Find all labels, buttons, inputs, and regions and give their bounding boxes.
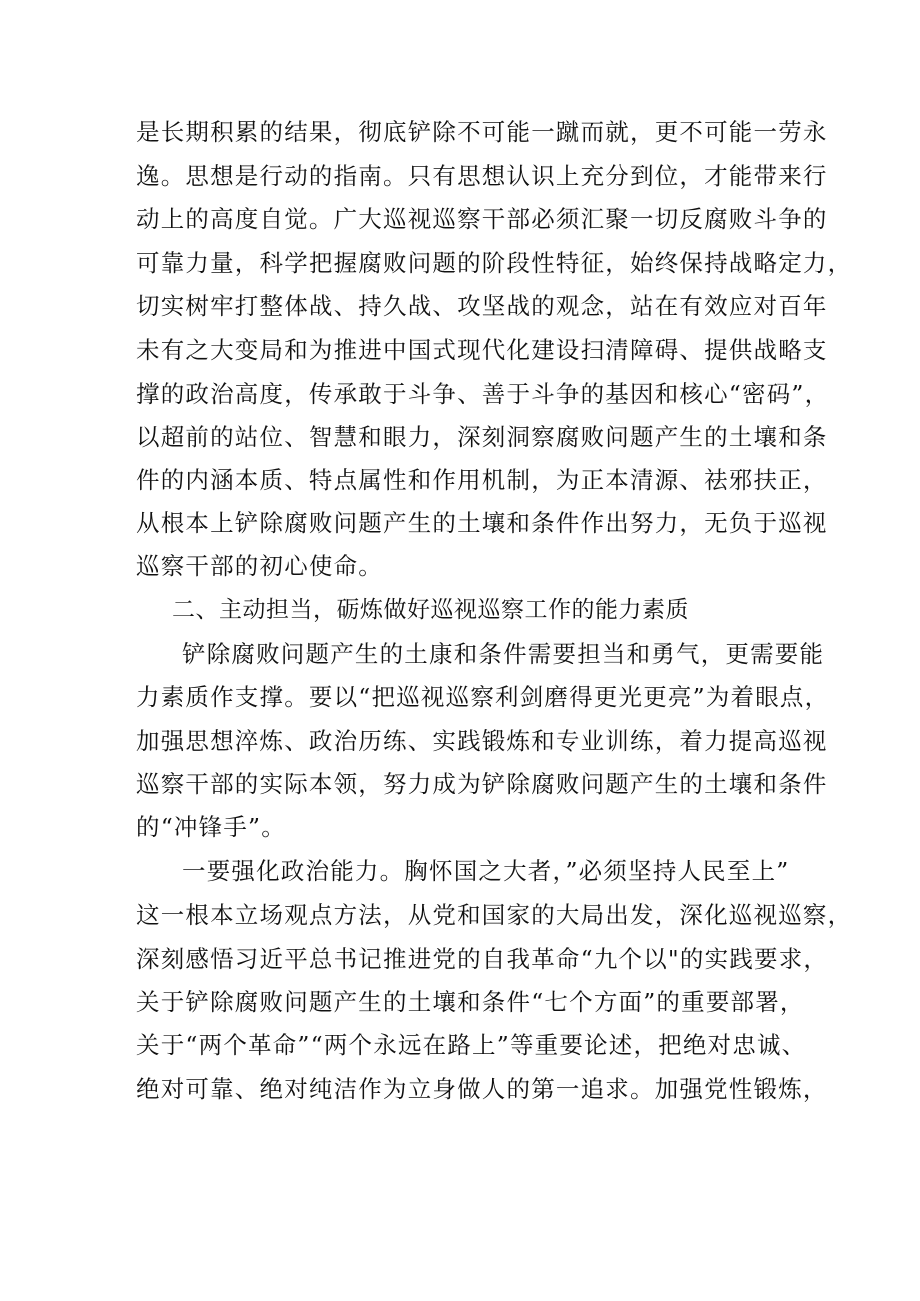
paragraph-line: 动上的高度自觉。广大巡视巡察干部必须汇聚一切反腐败斗争的	[136, 205, 828, 233]
paragraph-line: 关于“两个革命”“两个永远在路上”等重要论述，把绝对忠诚、	[136, 1031, 807, 1059]
paragraph-line: 未有之大变局和为推进中国式现代化建设扫清障碍、提供战略支	[136, 336, 828, 364]
paragraph-line: 绝对可靠、绝对纯洁作为立身做人的第一追求。加强党性锻炼，	[136, 1075, 828, 1103]
paragraph-line: 力素质作支撑。要以“把巡视巡察利剑磨得更光更亮”为着眼点，	[136, 683, 830, 711]
paragraph-line: 这一根本立场观点方法，从党和国家的大局出发，深化巡视巡察，	[136, 901, 853, 929]
paragraph-line: 巡察干部的初心使命。	[136, 552, 383, 580]
paragraph-line: 逸。思想是行动的指南。只有思想认识上充分到位，才能带来行	[136, 162, 828, 190]
paragraph-line: 一要强化政治能力。胸怀国之大者，”必须坚持人民至上”	[182, 857, 790, 885]
paragraph-line: 巡察干部的实际本领，努力成为铲除腐败问题产生的土壤和条件	[136, 770, 828, 798]
paragraph-line: 撑的政治高度，传承敢于斗争、善于斗争的基因和核心“密码”，	[136, 380, 830, 408]
paragraph-line: 切实树牢打整体战、持久战、攻坚战的观念，站在有效应对百年	[136, 292, 828, 320]
paragraph-line: 深刻感悟习近平总书记推进党的自我革命“九个以"的实践要求，	[136, 945, 829, 973]
paragraph-line: 的“冲锋手”。	[136, 813, 286, 841]
paragraph-line: 可靠力量，科学把握腐败问题的阶段性特征，始终保持战略定力，	[136, 249, 853, 277]
paragraph-line: 以超前的站位、智慧和眼力，深刻洞察腐败问题产生的土壤和条	[136, 423, 828, 451]
paragraph-line: 件的内涵本质、特点属性和作用机制，为正本清源、祛邪扶正，	[136, 466, 828, 494]
section-heading: 二、主动担当，砺炼做好巡视巡察工作的能力素质	[172, 597, 689, 623]
paragraph-line: 关于铲除腐败问题产生的土壤和条件“七个方面”的重要部署，	[136, 988, 805, 1016]
paragraph-line: 铲除腐败问题产生的土康和条件需要担当和勇气，更需要能	[182, 640, 825, 668]
paragraph-line: 是长期积累的结果，彻底铲除不可能一蹴而就，更不可能一劳永	[136, 118, 828, 146]
paragraph-line: 从根本上铲除腐败问题产生的土壤和条件作出努力，无负于巡视	[136, 509, 828, 537]
paragraph-line: 加强思想淬炼、政治历练、实践锻炼和专业训练，着力提高巡视	[136, 727, 828, 755]
